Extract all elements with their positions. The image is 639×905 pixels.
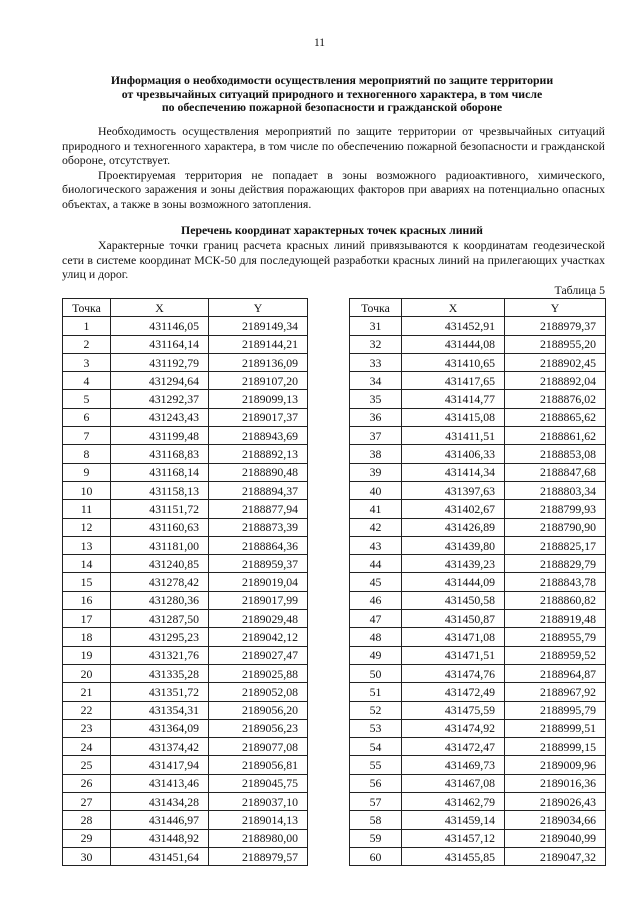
cell-point: 3 [63,353,111,371]
cell-x: 431411,51 [402,427,505,445]
cell-y: 2188829,79 [505,555,606,573]
cell-y: 2189027,47 [209,646,308,664]
table-row [63,591,308,609]
cell-x: 431146,05 [111,317,209,335]
table-row [350,427,606,445]
table-row [350,811,606,829]
cell-point: 45 [350,573,402,591]
cell-y: 2188865,62 [505,408,606,426]
cell-y: 2189034,66 [505,811,606,829]
cell-x: 431160,63 [111,518,209,536]
table-header-row [63,299,308,317]
cell-y: 2189009,96 [505,756,606,774]
cell-x: 431474,76 [402,664,505,682]
cell-x: 431444,08 [402,335,505,353]
table-row [63,500,308,518]
table-row [350,408,606,426]
table-row [350,610,606,628]
table-row [63,555,308,573]
cell-point: 30 [63,847,111,865]
cell-y: 2188843,78 [505,573,606,591]
cell-x: 431192,79 [111,353,209,371]
cell-y: 2189045,75 [209,774,308,792]
cell-point: 10 [63,481,111,499]
table-row [350,390,606,408]
header-x: X [111,299,209,317]
table-row [63,335,308,353]
cell-x: 431417,65 [402,372,505,390]
cell-x: 431199,48 [111,427,209,445]
cell-point: 15 [63,573,111,591]
table-row [350,335,606,353]
table-row [350,463,606,481]
cell-y: 2189107,20 [209,372,308,390]
cell-y: 2188860,82 [505,591,606,609]
table-row [350,317,606,335]
cell-y: 2188999,51 [505,719,606,737]
cell-point: 22 [63,701,111,719]
cell-x: 431469,73 [402,756,505,774]
header-y: Y [505,299,606,317]
cell-point: 36 [350,408,402,426]
table-header-row [350,299,606,317]
table-row [350,518,606,536]
table-row [350,847,606,865]
heading-line: Информация о необходимости осуществления мероприятий по защите территории [110,73,554,87]
cell-y: 2189056,23 [209,719,308,737]
cell-point: 13 [63,536,111,554]
table-row [63,829,308,847]
table-row [63,445,308,463]
table-row [63,353,308,371]
cell-x: 431335,28 [111,664,209,682]
cell-point: 53 [350,719,402,737]
cell-y: 2188892,13 [209,445,308,463]
cell-y: 2189026,43 [505,793,606,811]
cell-x: 431455,85 [402,847,505,865]
table-row [63,481,308,499]
cell-x: 431459,14 [402,811,505,829]
table-row [63,683,308,701]
cell-x: 431474,92 [402,719,505,737]
cell-y: 2189136,09 [209,353,308,371]
table-row [350,664,606,682]
table-row [63,664,308,682]
table-row [350,793,606,811]
coordinates-table-left [62,298,308,866]
cell-x: 431243,43 [111,408,209,426]
section-heading-red-lines: Перечень координат характерных точек красных линий [181,223,483,237]
cell-point: 6 [63,408,111,426]
cell-point: 28 [63,811,111,829]
cell-y: 2189077,08 [209,738,308,756]
heading-line: по обеспечению пожарной безопасности и гражданской обороне [161,100,503,114]
cell-point: 50 [350,664,402,682]
cell-point: 32 [350,335,402,353]
cell-y: 2189042,12 [209,628,308,646]
cell-y: 2188943,69 [209,427,308,445]
cell-point: 54 [350,738,402,756]
cell-x: 431158,13 [111,481,209,499]
cell-point: 2 [63,335,111,353]
cell-y: 2189056,20 [209,701,308,719]
cell-x: 431168,83 [111,445,209,463]
cell-x: 431292,37 [111,390,209,408]
cell-y: 2188892,04 [505,372,606,390]
cell-y: 2188959,37 [209,555,308,573]
cell-point: 51 [350,683,402,701]
cell-y: 2188825,17 [505,536,606,554]
cell-point: 57 [350,793,402,811]
cell-point: 44 [350,555,402,573]
cell-x: 431374,42 [111,738,209,756]
table-row [350,738,606,756]
table-caption: Таблица 5 [554,283,605,297]
cell-x: 431168,14 [111,463,209,481]
cell-point: 25 [63,756,111,774]
cell-y: 2189040,99 [505,829,606,847]
cell-x: 431181,00 [111,536,209,554]
cell-point: 35 [350,390,402,408]
cell-x: 431462,79 [402,793,505,811]
cell-point: 39 [350,463,402,481]
cell-y: 2188876,02 [505,390,606,408]
header-y: Y [209,299,308,317]
cell-y: 2189149,34 [209,317,308,335]
cell-point: 38 [350,445,402,463]
table-row [350,445,606,463]
table-row [63,573,308,591]
cell-point: 60 [350,847,402,865]
table-row [350,353,606,371]
cell-x: 431417,94 [111,756,209,774]
cell-x: 431287,50 [111,610,209,628]
table-row [63,610,308,628]
cell-x: 431439,80 [402,536,505,554]
cell-point: 34 [350,372,402,390]
cell-y: 2189037,10 [209,793,308,811]
cell-x: 431471,51 [402,646,505,664]
cell-point: 4 [63,372,111,390]
cell-point: 46 [350,591,402,609]
cell-point: 7 [63,427,111,445]
cell-y: 2189047,32 [505,847,606,865]
cell-x: 431397,63 [402,481,505,499]
cell-y: 2189019,04 [209,573,308,591]
cell-x: 431294,64 [111,372,209,390]
table-row [63,774,308,792]
cell-y: 2189017,37 [209,408,308,426]
cell-y: 2189144,21 [209,335,308,353]
cell-x: 431451,64 [111,847,209,865]
cell-x: 431280,36 [111,591,209,609]
cell-x: 431240,85 [111,555,209,573]
cell-x: 431471,08 [402,628,505,646]
cell-x: 431402,67 [402,500,505,518]
table-row [350,701,606,719]
cell-point: 18 [63,628,111,646]
cell-x: 431426,89 [402,518,505,536]
cell-y: 2189029,48 [209,610,308,628]
table-row [350,683,606,701]
cell-y: 2189025,88 [209,664,308,682]
cell-y: 2188790,90 [505,518,606,536]
cell-x: 431448,92 [111,829,209,847]
table-row [350,536,606,554]
cell-y: 2189099,13 [209,390,308,408]
table-row [63,811,308,829]
cell-point: 8 [63,445,111,463]
cell-y: 2189052,08 [209,683,308,701]
table-row [63,719,308,737]
cell-point: 55 [350,756,402,774]
table-row [63,536,308,554]
cell-x: 431452,91 [402,317,505,335]
table-row [350,756,606,774]
cell-y: 2188877,94 [209,500,308,518]
table-row [350,481,606,499]
header-point: Точка [63,299,111,317]
emergency-text-block [62,124,605,212]
cell-x: 431450,58 [402,591,505,609]
header-point: Точка [350,299,402,317]
cell-point: 23 [63,719,111,737]
cell-y: 2188995,79 [505,701,606,719]
cell-x: 431410,65 [402,353,505,371]
cell-point: 26 [63,774,111,792]
cell-y: 2188861,62 [505,427,606,445]
cell-point: 47 [350,610,402,628]
cell-x: 431321,76 [111,646,209,664]
table-row [63,390,308,408]
cell-y: 2189056,81 [209,756,308,774]
red-lines-text-block [62,238,605,282]
cell-point: 37 [350,427,402,445]
cell-x: 431472,47 [402,738,505,756]
cell-point: 59 [350,829,402,847]
cell-x: 431434,28 [111,793,209,811]
cell-x: 431278,42 [111,573,209,591]
cell-x: 431414,77 [402,390,505,408]
table-row [63,646,308,664]
cell-point: 19 [63,646,111,664]
section-heading-emergency [60,74,604,115]
cell-point: 58 [350,811,402,829]
cell-x: 431364,09 [111,719,209,737]
cell-y: 2188964,87 [505,664,606,682]
paragraph: Необходимость осуществления мероприятий по защите территории от чрезвычайных ситуаций природного и техногенного характера, в том числе по обеспечению пожарной безопасности и гражданской обороне, отсутствует. [62,124,605,168]
cell-point: 31 [350,317,402,335]
cell-y: 2188864,36 [209,536,308,554]
cell-point: 17 [63,610,111,628]
cell-x: 431475,59 [402,701,505,719]
page-number: 11 [313,37,326,49]
cell-point: 48 [350,628,402,646]
table-row [350,774,606,792]
table-row [350,829,606,847]
table-row [63,372,308,390]
table-row [63,518,308,536]
table-row [350,628,606,646]
heading-line: от чрезвычайных ситуаций природного и техногенного характера, в том числе [121,86,543,101]
cell-point: 40 [350,481,402,499]
cell-x: 431351,72 [111,683,209,701]
cell-y: 2188979,57 [209,847,308,865]
cell-point: 24 [63,738,111,756]
table-row [63,738,308,756]
cell-point: 1 [63,317,111,335]
table-row [63,756,308,774]
cell-x: 431295,23 [111,628,209,646]
table-row [350,500,606,518]
cell-x: 431164,14 [111,335,209,353]
cell-y: 2189016,36 [505,774,606,792]
cell-y: 2188967,92 [505,683,606,701]
cell-x: 431354,31 [111,701,209,719]
cell-x: 431414,34 [402,463,505,481]
cell-point: 20 [63,664,111,682]
cell-point: 49 [350,646,402,664]
cell-x: 431446,97 [111,811,209,829]
cell-y: 2188853,08 [505,445,606,463]
cell-y: 2188955,79 [505,628,606,646]
table-row [63,317,308,335]
cell-point: 9 [63,463,111,481]
cell-x: 431450,87 [402,610,505,628]
paragraph: Характерные точки границ расчета красных линий привязываются к координатам геодезической сети в системе координат МСК-50 для последующей разработки красных линий на прилегающих участках улиц и дорог. [62,238,605,282]
table-row [350,573,606,591]
cell-point: 42 [350,518,402,536]
coordinates-table-right [349,298,606,866]
cell-x: 431151,72 [111,500,209,518]
cell-y: 2188919,48 [505,610,606,628]
cell-x: 431415,08 [402,408,505,426]
cell-point: 29 [63,829,111,847]
table-row [63,463,308,481]
cell-y: 2188955,20 [505,335,606,353]
cell-point: 52 [350,701,402,719]
paragraph: Проектируемая территория не попадает в зоны возможного радиоактивного, химического, биологического заражения и зоны действия поражающих факторов при авариях на потенциально опасных объектах, а также в зоны возможного затопления. [62,167,605,211]
cell-point: 11 [63,500,111,518]
cell-point: 56 [350,774,402,792]
cell-y: 2188890,48 [209,463,308,481]
table-row [350,646,606,664]
table-row [350,591,606,609]
cell-point: 33 [350,353,402,371]
table-row [350,719,606,737]
table-row [350,555,606,573]
cell-y: 2188979,37 [505,317,606,335]
cell-point: 12 [63,518,111,536]
cell-y: 2188894,37 [209,481,308,499]
cell-y: 2188873,39 [209,518,308,536]
cell-y: 2188959,52 [505,646,606,664]
cell-point: 43 [350,536,402,554]
cell-y: 2188980,00 [209,829,308,847]
table-row [63,628,308,646]
cell-point: 16 [63,591,111,609]
cell-x: 431444,09 [402,573,505,591]
table-row [63,408,308,426]
table-row [63,427,308,445]
cell-x: 431467,08 [402,774,505,792]
cell-y: 2189017,99 [209,591,308,609]
header-x: X [402,299,505,317]
cell-y: 2188847,68 [505,463,606,481]
table-row [350,372,606,390]
cell-y: 2188902,45 [505,353,606,371]
table-row [63,847,308,865]
cell-x: 431457,12 [402,829,505,847]
cell-y: 2188803,34 [505,481,606,499]
cell-point: 21 [63,683,111,701]
cell-point: 41 [350,500,402,518]
cell-x: 431406,33 [402,445,505,463]
cell-y: 2188999,15 [505,738,606,756]
cell-y: 2188799,93 [505,500,606,518]
cell-x: 431413,46 [111,774,209,792]
cell-x: 431472,49 [402,683,505,701]
cell-x: 431439,23 [402,555,505,573]
table-row [63,701,308,719]
cell-y: 2189014,13 [209,811,308,829]
cell-point: 27 [63,793,111,811]
cell-point: 5 [63,390,111,408]
table-row [63,793,308,811]
cell-point: 14 [63,555,111,573]
